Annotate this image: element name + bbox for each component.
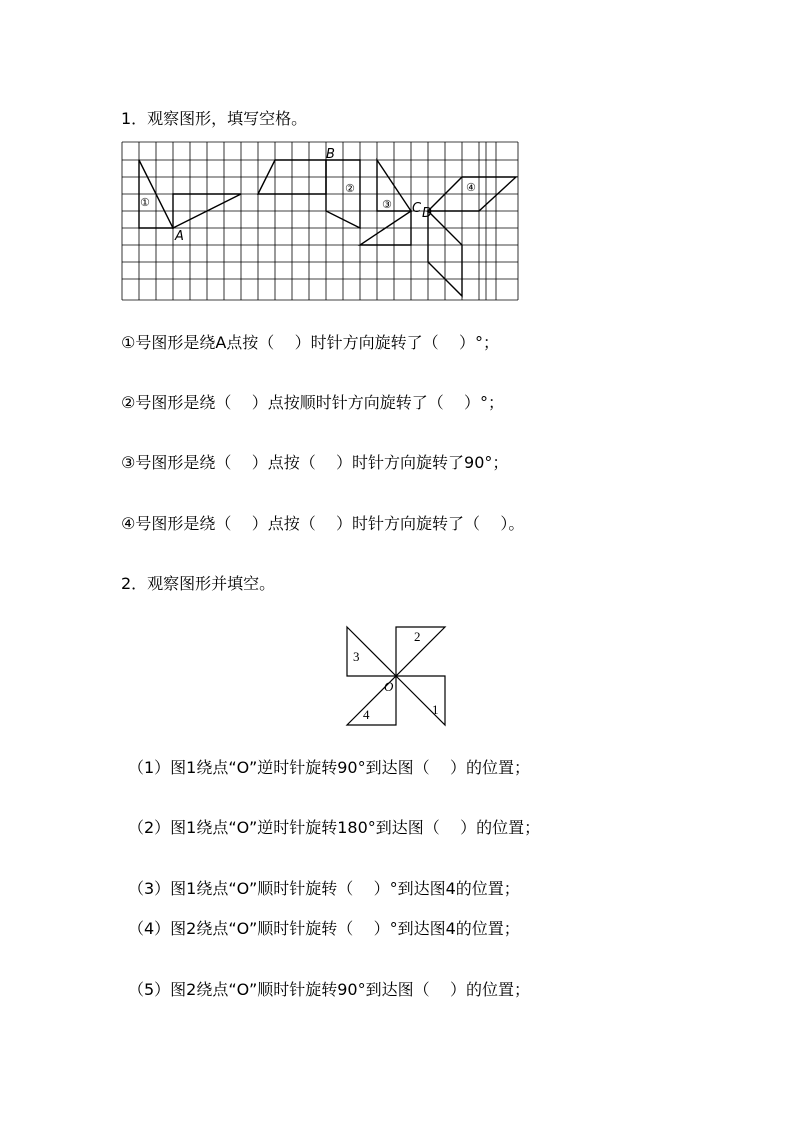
label-shape-3: ③ xyxy=(382,198,392,211)
label-triangle-4: 4 xyxy=(363,707,370,722)
label-d: D xyxy=(422,206,433,221)
q2-line-3: （3）图1绕点“O”顺时针旋转（ ）°到达图4的位置； xyxy=(128,879,520,898)
q1-line-4: ④号图形是绕（ ）点按（ ）时针方向旋转了（ ）。 xyxy=(121,514,525,533)
q2-line-2: （2）图1绕点“O”逆时针旋转180°到达图（ ）的位置； xyxy=(128,818,541,837)
label-a: A xyxy=(175,229,184,244)
label-triangle-3: 3 xyxy=(353,649,360,664)
triangle-1 xyxy=(396,676,445,725)
q2-pinwheel-figure xyxy=(340,620,452,732)
label-shape-1: ① xyxy=(140,196,150,209)
label-center-o: O xyxy=(384,679,394,694)
q2-line-4: （4）图2绕点“O”顺时针旋转（ ）°到达图4的位置； xyxy=(128,919,520,938)
label-b: B xyxy=(326,147,335,162)
label-shape-2: ② xyxy=(345,182,355,195)
label-triangle-2: 2 xyxy=(414,629,421,644)
label-shape-4: ④ xyxy=(466,181,476,194)
grid-lines xyxy=(122,142,518,300)
triangle-2 xyxy=(396,627,445,676)
q2-title: 2．观察图形并填空。 xyxy=(121,574,276,593)
q2-line-1: （1）图1绕点“O”逆时针旋转90°到达图（ ）的位置； xyxy=(128,758,530,777)
q1-line-2: ②号图形是绕（ ）点按顺时针方向旋转了（ ）°； xyxy=(121,393,505,412)
q1-line-3: ③号图形是绕（ ）点按（ ）时针方向旋转了90°； xyxy=(121,453,509,472)
q1-grid-figure xyxy=(118,140,522,304)
label-c: C xyxy=(412,201,422,216)
q1-title: 1．观察图形，填写空格。 xyxy=(121,109,308,128)
q2-line-5: （5）图2绕点“O”顺时针旋转90°到达图（ ）的位置； xyxy=(128,980,530,999)
q1-line-1: ①号图形是绕A点按（ ）时针方向旋转了（ ）°； xyxy=(121,333,499,352)
label-triangle-1: 1 xyxy=(432,702,439,717)
